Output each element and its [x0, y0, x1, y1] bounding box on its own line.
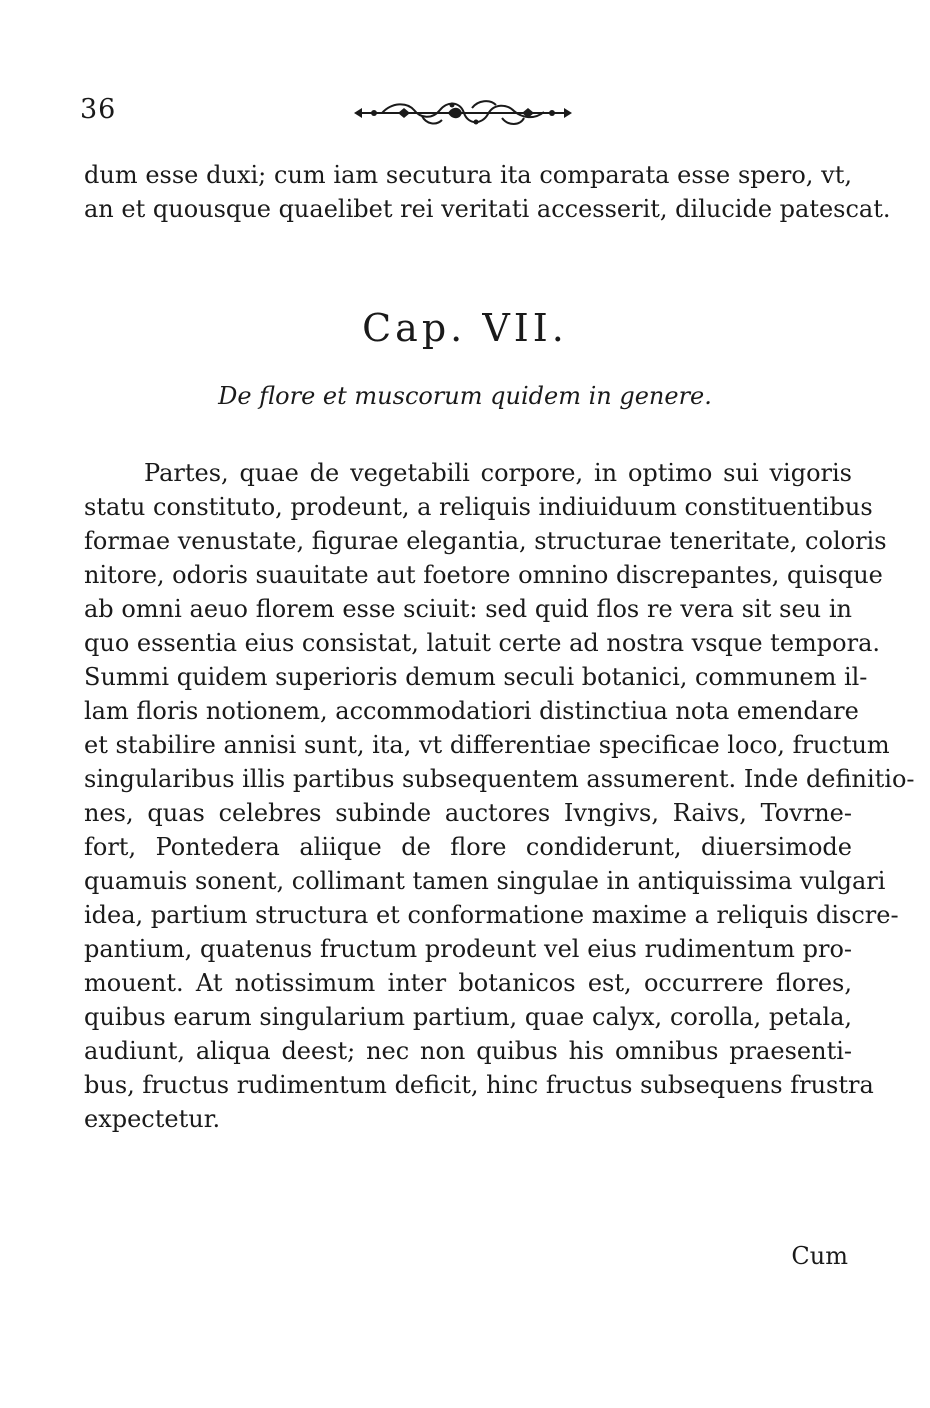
text-line: quibus earum singularium partium, quae calyx, corolla, petala,	[84, 1003, 852, 1031]
chapter-subtitle: De flore et muscorum quidem in genere.	[218, 382, 712, 410]
text-line: Partes, quae de vegetabili corpore, in optimo sui vigoris	[144, 459, 852, 487]
text-line: mouent. At notissimum inter botanicos est, occurrere flores,	[84, 969, 852, 997]
text-line: an et quousque quaelibet rei veritati accesserit, dilucide patescat.	[84, 195, 891, 223]
main-paragraph	[84, 456, 915, 1136]
text-line: et stabilire annisi sunt, ita, vt differentiae specificae loco, fructum	[84, 731, 890, 759]
page-number: 36	[80, 94, 117, 125]
text-line: Summi quidem superioris demum seculi botanici, communem il-	[84, 663, 868, 691]
text-line: idea, partium structura et conformatione maxime a reliquis discre-	[84, 901, 899, 929]
text-line: pantium, quatenus fructum prodeunt vel eius rudimentum pro-	[84, 935, 852, 963]
text-line: lam floris notionem, accommodatiori distinctiua nota emendare	[84, 697, 859, 725]
text-line: audiunt, aliqua deest; nec non quibus his omnibus praesenti-	[84, 1037, 852, 1065]
text-line: formae venustate, figurae elegantia, structurae teneritate, coloris	[84, 527, 887, 555]
text-line: quo essentia eius consistat, latuit certe ad nostra vsque tempora.	[84, 629, 881, 657]
text-line: fort, Pontedera aliique de flore condiderunt, diuersimode	[84, 833, 852, 861]
text-line: statu constituto, prodeunt, a reliquis indiuiduum constituentibus	[84, 493, 873, 521]
catchword: Cum	[791, 1242, 848, 1270]
intro-text	[84, 158, 891, 226]
text-line: quamuis sonent, collimant tamen singulae in antiquissima vulgari	[84, 867, 886, 895]
text-line: expectetur.	[84, 1105, 221, 1133]
text-line: nes, quas celebres subinde auctores Ivngivs, Raivs, Tovrne-	[84, 799, 852, 827]
text-line: singularibus illis partibus subsequentem assumerent. Inde definitio-	[84, 765, 915, 793]
chapter-heading: Cap. VII.	[362, 306, 568, 350]
text-line: nitore, odoris suauitate aut foetore omnino discrepantes, quisque	[84, 561, 883, 589]
text-line: dum esse duxi; cum iam secutura ita comparata esse spero, vt,	[84, 161, 852, 189]
printers-ornament-icon	[352, 96, 574, 130]
text-line: ab omni aeuo florem esse sciuit: sed quid flos re vera sit seu in	[84, 595, 852, 623]
text-line: bus, fructus rudimentum deficit, hinc fructus subsequens frustra	[84, 1071, 874, 1099]
